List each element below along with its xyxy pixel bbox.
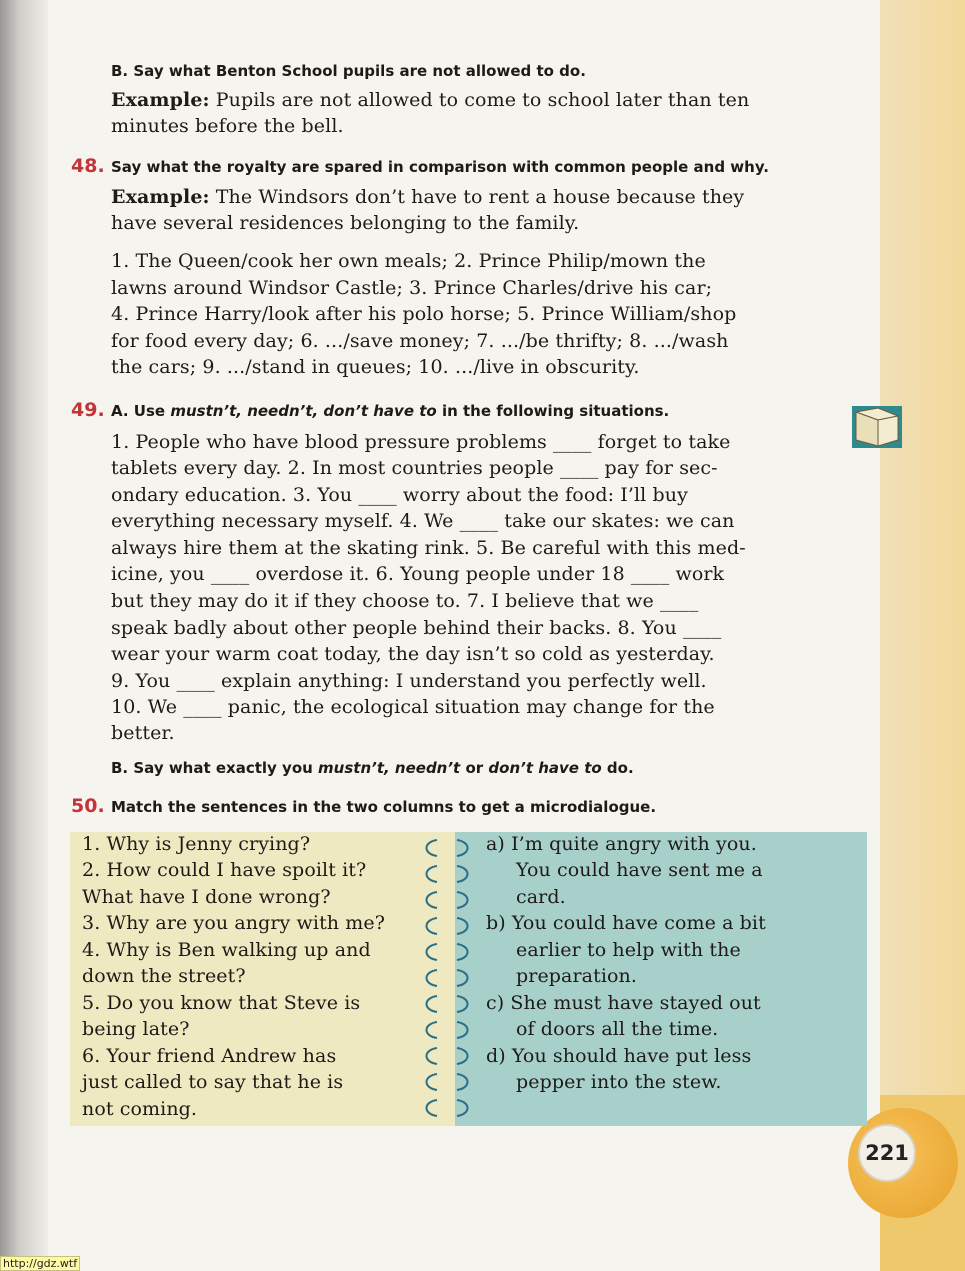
right-item: a) I’m quite angry with you. xyxy=(486,833,757,855)
left-item: 3. Why are you angry with me? xyxy=(82,912,386,934)
example-label: Example: xyxy=(111,89,210,111)
section-b-heading: B. Say what Benton School pupils are not allowed to do. xyxy=(111,62,586,80)
example-text: Pupils are not allowed to come to school later than ten xyxy=(215,89,750,111)
heading-modals: don’t have to xyxy=(488,759,602,777)
left-item: What have I done wrong? xyxy=(82,886,331,908)
right-item: You could have sent me a xyxy=(516,859,763,881)
example-label: Example: xyxy=(111,186,210,208)
left-item: being late? xyxy=(82,1018,190,1040)
margin-band xyxy=(880,0,965,1271)
exercise-49-line: always hire them at the skating rink. 5. Be careful with this med- xyxy=(111,537,746,559)
section-b-example-cont: minutes before the bell. xyxy=(111,115,344,137)
right-item: pepper into the stew. xyxy=(516,1071,722,1093)
heading-modals: mustn’t, needn’t, don’t have to xyxy=(170,402,437,420)
exercise-48-line: lawns around Windsor Castle; 3. Prince Charles/drive his car; xyxy=(111,277,713,299)
page-number: 221 xyxy=(858,1124,916,1182)
heading-part: A. Use xyxy=(111,402,166,420)
spiral-rings-icon xyxy=(417,836,477,1126)
heading-modals: mustn’t, needn’t xyxy=(318,759,461,777)
heading-part: in the following situations. xyxy=(441,402,670,420)
left-item: 2. How could I have spoilt it? xyxy=(82,859,367,881)
left-item: 1. Why is Jenny crying? xyxy=(82,833,311,855)
exercise-49-line: 10. We ____ panic, the ecological situation may change for the xyxy=(111,696,715,718)
exercise-48-number: 48. xyxy=(71,155,105,177)
exercise-48-example-cont: have several residences belonging to the family. xyxy=(111,212,580,234)
left-item: 4. Why is Ben walking up and xyxy=(82,939,371,961)
exercise-49-line: but they may do it if they choose to. 7. I believe that we ____ xyxy=(111,590,699,612)
exercise-49-line: better. xyxy=(111,722,175,744)
left-item: just called to say that he is xyxy=(82,1071,344,1093)
exercise-50-number: 50. xyxy=(71,795,105,817)
exercise-48-line: the cars; 9. .../stand in queues; 10. .../live in obscurity. xyxy=(111,356,640,378)
exercise-48-line: 1. The Queen/cook her own meals; 2. Prince Philip/mown the xyxy=(111,250,706,272)
binding-shadow xyxy=(0,0,48,1271)
example-text: The Windsors don’t have to rent a house because they xyxy=(215,186,745,208)
exercise-49-heading xyxy=(111,402,669,420)
right-item: preparation. xyxy=(516,965,638,987)
exercise-49-line: speak badly about other people behind their backs. 8. You ____ xyxy=(111,617,722,639)
exercise-49-line: everything necessary myself. 4. We ____ take our skates: we can xyxy=(111,510,735,532)
exercise-48-example xyxy=(111,186,744,208)
exercise-49-line: 9. You ____ explain anything: I understand you perfectly well. xyxy=(111,670,707,692)
section-b-example xyxy=(111,89,749,111)
left-item: 5. Do you know that Steve is xyxy=(82,992,361,1014)
source-url-link[interactable]: http://gdz.wtf xyxy=(0,1256,80,1271)
exercise-48-line: 4. Prince Harry/look after his polo horse; 5. Prince William/shop xyxy=(111,303,737,325)
exercise-49-line: 1. People who have blood pressure problems ____ forget to take xyxy=(111,431,731,453)
exercise-49-sub-b xyxy=(111,759,634,777)
left-item: not coming. xyxy=(82,1098,198,1120)
exercise-49-number: 49. xyxy=(71,399,105,421)
right-item: of doors all the time. xyxy=(516,1018,719,1040)
right-item: card. xyxy=(516,886,566,908)
exercise-49-line: ondary education. 3. You ____ worry about the food: I’ll buy xyxy=(111,484,688,506)
exercise-48-heading: Say what the royalty are spared in comparison with common people and why. xyxy=(111,158,769,176)
right-item: d) You should have put less xyxy=(486,1045,752,1067)
exercise-48-line: for food every day; 6. .../save money; 7. .../be thrifty; 8. .../wash xyxy=(111,330,729,352)
heading-part: or xyxy=(465,759,484,777)
exercise-49-line: tablets every day. 2. In most countries people ____ pay for sec- xyxy=(111,457,718,479)
right-item: c) She must have stayed out xyxy=(486,992,761,1014)
exercise-49-line: icine, you ____ overdose it. 6. Young people under 18 ____ work xyxy=(111,563,725,585)
right-item: b) You could have come a bit xyxy=(486,912,766,934)
left-item: down the street? xyxy=(82,965,246,987)
book-icon xyxy=(848,402,904,450)
left-item: 6. Your friend Andrew has xyxy=(82,1045,337,1067)
exercise-49-line: wear your warm coat today, the day isn’t so cold as yesterday. xyxy=(111,643,715,665)
heading-part: B. Say what exactly you xyxy=(111,759,313,777)
exercise-50-heading: Match the sentences in the two columns to get a microdialogue. xyxy=(111,798,657,816)
heading-part: do. xyxy=(606,759,634,777)
right-item: earlier to help with the xyxy=(516,939,741,961)
